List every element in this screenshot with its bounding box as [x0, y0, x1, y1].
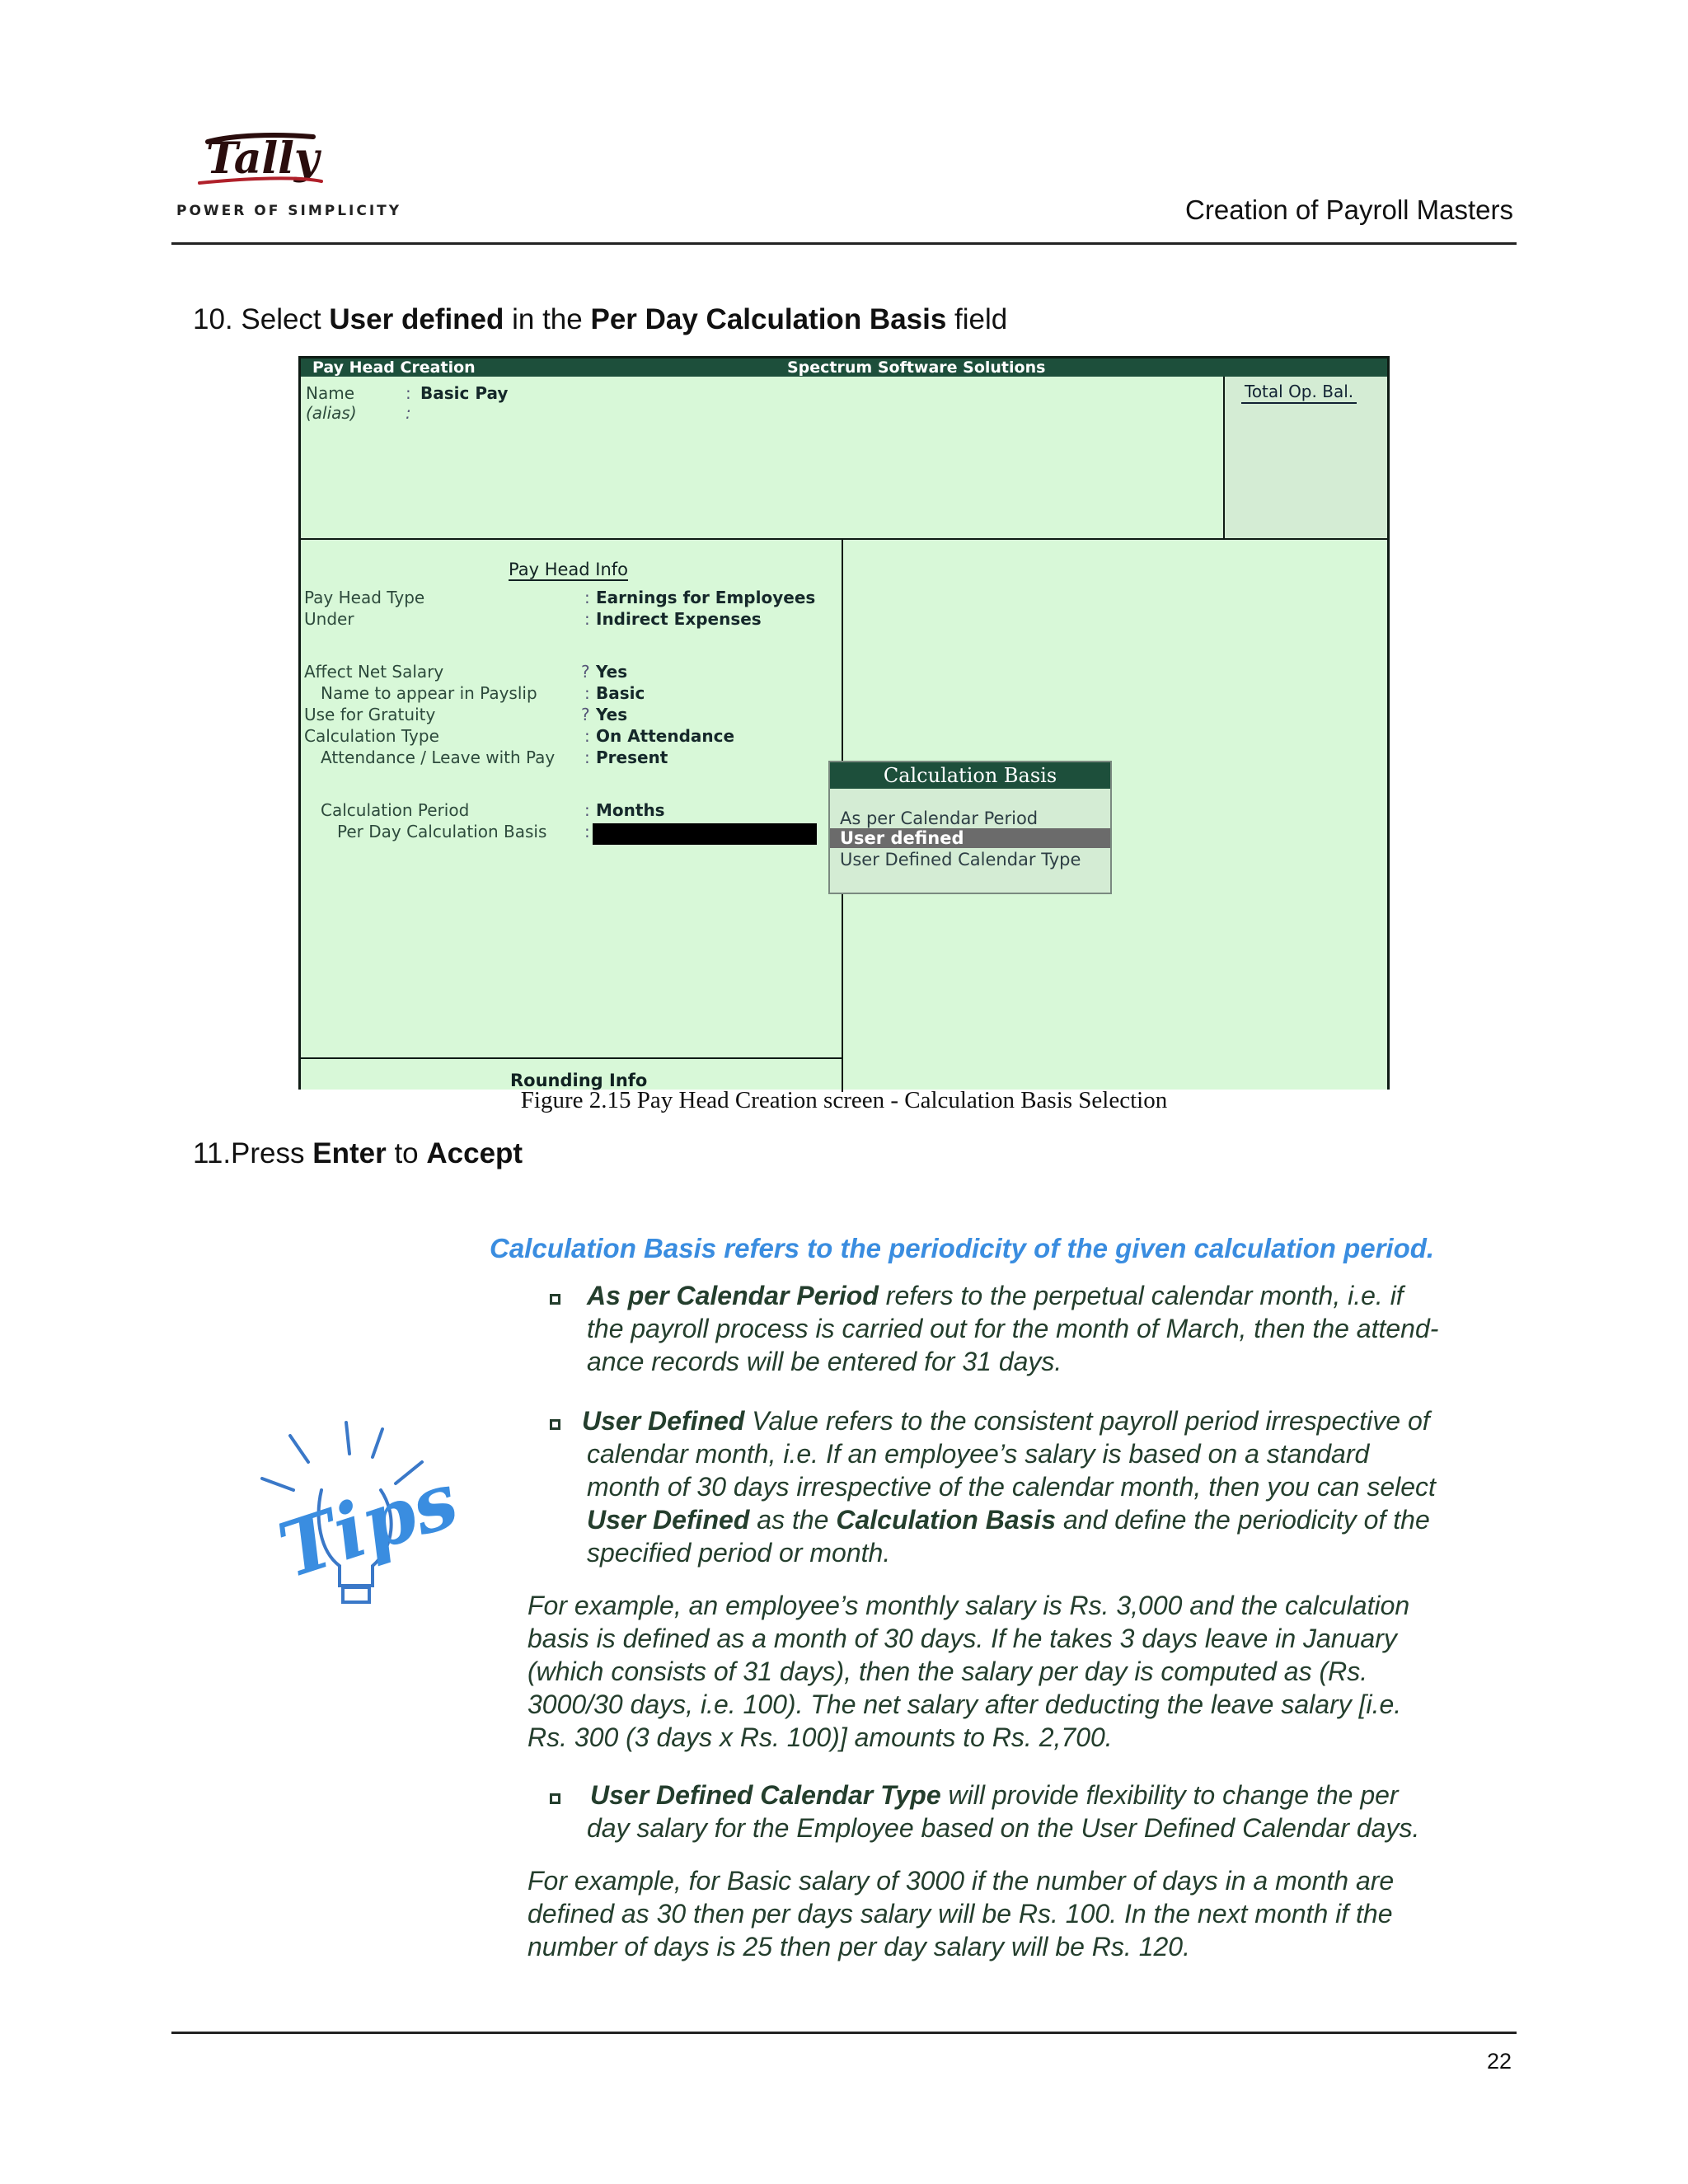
tip-example-2 [528, 1864, 1461, 1963]
field-sep-use-for-gratuity: ? [581, 705, 590, 724]
tip-example-1 [528, 1589, 1461, 1754]
step-11-bold-accept: Accept [426, 1137, 523, 1169]
alias-label: (alias) [306, 403, 357, 423]
tip-bullet-1-line-2: the payroll process is carried out for the month of March, then the attend- [587, 1314, 1439, 1343]
pay-head-info-title: Pay Head Info [509, 560, 629, 579]
popup-item-calendar-period[interactable]: As per Calendar Period [840, 808, 1039, 828]
tips-lightbulb-icon [257, 1419, 468, 1609]
pay-head-info-panel [301, 538, 843, 1057]
field-label-affect-net-salary: Affect Net Salary [304, 662, 444, 682]
field-value-pay-head-type[interactable]: Earnings for Employees [596, 588, 816, 607]
field-sep-calculation-type: : [584, 726, 590, 746]
pay-head-creation-screen [298, 356, 1390, 1090]
tip-bullet-3-line-1 [590, 1779, 1461, 1811]
bullet-2-marker [550, 1419, 560, 1430]
tip-bullet-2-text-1: Value refers to the consistent payroll period irrespective of [744, 1406, 1430, 1436]
example-1-line-5: Rs. 300 (3 days x Rs. 100)] amounts to Rs. 2,700. [528, 1722, 1113, 1752]
field-label-calculation-period: Calculation Period [321, 800, 470, 820]
name-label: Name [306, 383, 355, 403]
tip-bullet-2-line-3: month of 30 days irrespective of the calendar month, then you can select [587, 1472, 1436, 1502]
total-op-bal-panel [1223, 377, 1387, 540]
field-value-payslip-name[interactable]: Basic [596, 683, 645, 703]
tip-bullet-1 [587, 1279, 1461, 1378]
name-panel [301, 377, 1223, 540]
step-10-middle: in the [504, 303, 591, 335]
tip-bullet-2-line-1 [582, 1404, 1461, 1437]
step-10-bold-field: Per Day Calculation Basis [590, 303, 947, 335]
popup-item-user-defined-calendar-type[interactable]: User Defined Calendar Type [840, 850, 1081, 869]
popup-title: Calculation Basis [830, 762, 1110, 789]
example-1-line-1: For example, an employee’s monthly salary is Rs. 3,000 and the calculation [528, 1591, 1410, 1620]
tip-bullet-3 [587, 1779, 1461, 1844]
step-11 [193, 1137, 523, 1170]
field-label-per-day-basis: Per Day Calculation Basis [337, 822, 547, 841]
logo-tagline: POWER OF SIMPLICITY [176, 203, 402, 219]
tally-logo-icon [175, 132, 373, 190]
tip-bullet-2-text-4: and define the periodicity of the [1056, 1505, 1430, 1535]
alias-colon: : [406, 403, 411, 423]
footer-rule [171, 2032, 1517, 2034]
popup-item-user-defined[interactable]: User defined [830, 828, 1110, 848]
example-2-line-3: number of days is 25 then per day salary will be Rs. 120. [528, 1932, 1190, 1961]
example-1-line-4: 3000/30 days, i.e. 100). The net salary after deducting the leave salary [i.e. [528, 1690, 1402, 1719]
step-11-prefix: 11.Press [193, 1137, 313, 1169]
tip-bullet-3-line-2: day salary for the Employee based on the User Defined Calendar days. [587, 1813, 1420, 1843]
step-10-prefix: 10. Select [193, 303, 330, 335]
tips-heading: Calculation Basis refers to the periodicity of the given calculation period. [490, 1233, 1435, 1263]
field-sep-affect-net-salary: ? [581, 662, 590, 682]
example-1-line-3: (which consists of 31 days), then the salary per day is computed as (Rs. [528, 1657, 1368, 1686]
example-1-line-2: basis is defined as a month of 30 days. If he takes 3 days leave in January [528, 1624, 1397, 1653]
field-label-calculation-type: Calculation Type [304, 726, 439, 746]
screen-title-bar [301, 359, 1387, 377]
field-value-attendance[interactable]: Present [596, 748, 668, 767]
company-name: Spectrum Software Solutions [787, 359, 1046, 377]
tip-bullet-2-line-4 [582, 1503, 1461, 1536]
rounding-info-title: Rounding Info [510, 1071, 648, 1090]
calculation-basis-popup [828, 761, 1112, 894]
field-label-under: Under [304, 609, 354, 629]
field-value-calculation-period[interactable]: Months [596, 800, 665, 820]
tip-bullet-2-bold-3: Calculation Basis [836, 1505, 1057, 1535]
page-number: 22 [1486, 2049, 1512, 2074]
tip-bullet-2 [582, 1404, 1461, 1569]
tip-bullet-2-bold: User Defined [582, 1406, 745, 1436]
example-2-line-1: For example, for Basic salary of 3000 if the number of days in a month are [528, 1866, 1395, 1896]
name-colon: : [406, 383, 411, 403]
field-sep-pay-head-type: : [584, 588, 590, 607]
tip-bullet-1-line-1 [587, 1279, 1461, 1312]
field-label-use-for-gratuity: Use for Gratuity [304, 705, 436, 724]
example-2-line-2: defined as 30 then per days salary will be Rs. 100. In the next month if the [528, 1899, 1393, 1929]
total-op-bal-label: Total Op. Bal. [1241, 382, 1357, 404]
field-sep-attendance: : [584, 748, 590, 767]
step-11-middle: to [386, 1137, 427, 1169]
header-rule [171, 242, 1517, 245]
field-sep-per-day-basis: : [584, 822, 590, 841]
per-day-calculation-basis-input[interactable] [593, 823, 817, 845]
tip-bullet-1-text-1: refers to the perpetual calendar month, i.e. if [878, 1281, 1404, 1310]
field-label-attendance: Attendance / Leave with Pay [321, 748, 556, 767]
name-field[interactable]: Basic Pay [420, 383, 509, 403]
tip-bullet-1-line-3: ance records will be entered for 31 days. [587, 1347, 1062, 1376]
bullet-3-marker [550, 1793, 560, 1804]
field-sep-under: : [584, 609, 590, 629]
step-11-bold-enter: Enter [312, 1137, 387, 1169]
field-value-calculation-type[interactable]: On Attendance [596, 726, 735, 746]
field-sep-payslip-name: : [584, 683, 590, 703]
tip-bullet-2-line-2: calendar month, i.e. If an employee’s salary is based on a standard [587, 1439, 1370, 1469]
tips-icon-label: Tips [268, 1455, 468, 1596]
tip-bullet-3-text-1: will provide flexibility to change the per [940, 1780, 1399, 1810]
tip-bullet-3-bold: User Defined Calendar Type [590, 1780, 941, 1810]
screen-title: Pay Head Creation [312, 359, 476, 377]
field-label-pay-head-type: Pay Head Type [304, 588, 425, 607]
tip-bullet-2-bold-2: User Defined [587, 1505, 750, 1535]
step-10-suffix: field [946, 303, 1008, 335]
field-sep-calculation-period: : [584, 800, 590, 820]
logo-wordmark: Tally [206, 134, 320, 184]
field-label-payslip-name: Name to appear in Payslip [321, 683, 537, 703]
step-10 [193, 303, 1007, 336]
step-10-bold-user-defined: User defined [329, 303, 504, 335]
figure-caption: Figure 2.15 Pay Head Creation screen - Calculation Basis Selection [520, 1087, 1168, 1113]
tally-logo [175, 132, 373, 190]
bullet-1-marker [550, 1294, 560, 1305]
field-value-affect-net-salary[interactable]: Yes [596, 662, 628, 682]
field-value-under[interactable]: Indirect Expenses [596, 609, 762, 629]
tip-bullet-2-line-5: specified period or month. [587, 1538, 891, 1568]
tip-bullet-2-mid: as the [749, 1505, 837, 1535]
tip-bullet-1-bold: As per Calendar Period [587, 1281, 879, 1310]
field-value-use-for-gratuity[interactable]: Yes [596, 705, 628, 724]
section-title: Creation of Payroll Masters [1185, 194, 1513, 225]
